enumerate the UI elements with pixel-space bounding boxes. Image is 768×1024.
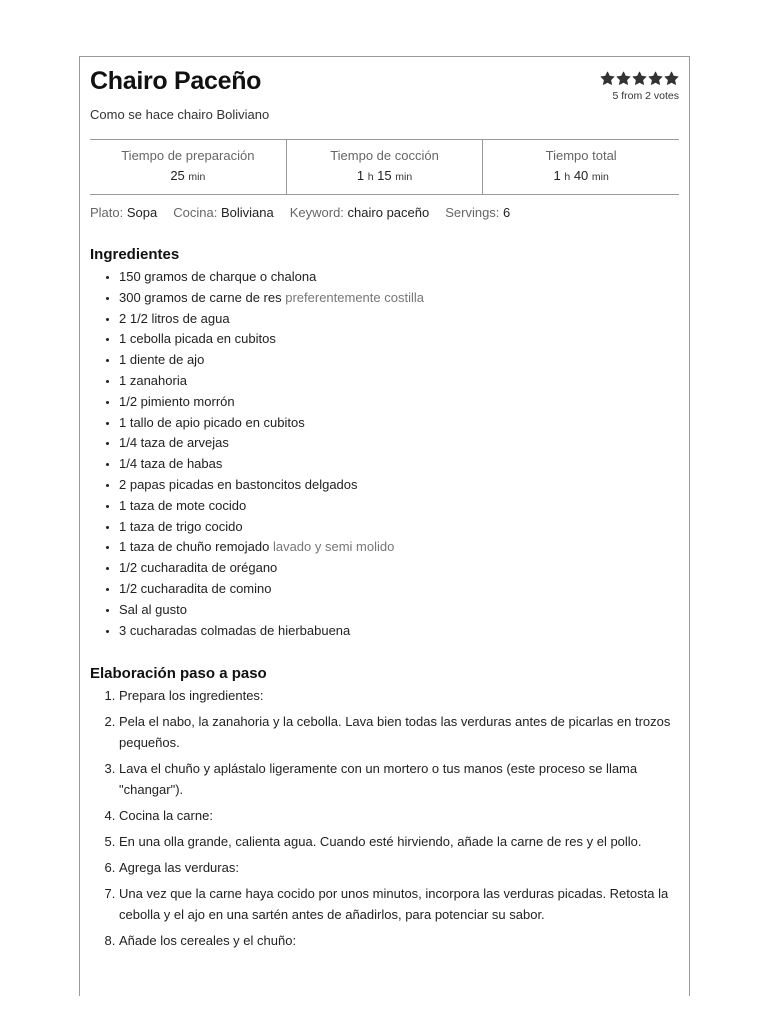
ingredient-text: Sal al gusto	[119, 601, 187, 617]
time-unit: min	[395, 171, 413, 183]
meta-value: Sopa	[126, 205, 158, 220]
time-number: 1	[553, 168, 561, 183]
rating-stars[interactable]	[600, 71, 679, 86]
ingredient-item	[119, 558, 699, 579]
time-column	[482, 140, 679, 194]
ingredient-note: lavado y semi molido	[272, 539, 395, 555]
time-label: Tiempo de preparación	[121, 148, 255, 163]
time-number: 25	[170, 168, 185, 183]
star-icon[interactable]	[632, 71, 647, 86]
step-item: 8. Añade los cereales y el chuño:	[119, 930, 699, 951]
ingredient-item	[119, 496, 699, 517]
meta-item	[290, 205, 430, 220]
ingredient-item	[119, 433, 699, 454]
time-label: Tiempo de cocción	[330, 148, 439, 163]
ingredient-item	[119, 267, 699, 288]
ingredient-item	[119, 621, 699, 642]
ingredient-item	[119, 309, 699, 330]
ingredient-text: 300 gramos de carne de res	[119, 289, 282, 305]
time-unit: h	[367, 171, 374, 183]
step-item: 7. Una vez que la carne haya cocido por unos minutos, incorpora las verduras picadas. Retosta la cebolla y el ajo en una sartén antes de añadirlos, para potenciar su sabor.	[119, 883, 699, 925]
ingredient-text: 1 zanahoria	[119, 372, 187, 388]
steps-list	[90, 685, 699, 956]
ingredient-text: 1/4 taza de arvejas	[119, 435, 229, 451]
star-icon[interactable]	[648, 71, 663, 86]
step-item: 3. Lava el chuño y aplástalo ligeramente con un mortero o tus manos (este proceso se llama "changar").	[119, 758, 699, 800]
step-item: 5. En una olla grande, calienta agua. Cuando esté hirviendo, añade la carne de res y el pollo.	[119, 831, 699, 852]
time-number: 40	[573, 168, 589, 183]
step-item: 4. Cocina la carne:	[119, 805, 699, 826]
recipe-title: Chairo Paceño	[90, 67, 262, 95]
ingredient-text: 1/2 pimiento morrón	[119, 393, 235, 409]
step-item: 6. Agrega las verduras:	[119, 857, 699, 878]
ingredient-item	[119, 579, 699, 600]
ingredient-item	[119, 475, 699, 496]
meta-key: Cocina:	[173, 205, 218, 220]
ingredient-text: 1 tallo de apio picado en cubitos	[119, 414, 305, 430]
ingredient-text: 1 taza de trigo cocido	[119, 518, 243, 534]
meta-value: 6	[503, 205, 511, 220]
time-value	[483, 168, 679, 183]
time-label: Tiempo total	[545, 148, 617, 163]
time-number: 15	[377, 168, 392, 183]
meta-key: Plato:	[90, 205, 124, 220]
ingredients-list	[90, 267, 699, 641]
steps-heading: Elaboración paso a paso	[90, 665, 267, 682]
ingredient-text: 1/2 cucharadita de comino	[119, 580, 272, 596]
rating	[600, 71, 679, 102]
meta-key: Keyword:	[289, 205, 344, 220]
step-item: 2. Pela el nabo, la zanahoria y la cebolla. Lava bien todas las verduras antes de picarlas en trozos pequeños.	[119, 711, 699, 753]
ingredient-item	[119, 537, 699, 558]
ingredient-item	[119, 454, 699, 475]
time-number: 1	[356, 168, 365, 183]
ingredient-text: 2 1/2 litros de agua	[119, 310, 230, 326]
recipe-card	[79, 56, 690, 996]
ingredient-text: 3 cucharadas colmadas de hierbabuena	[119, 622, 351, 638]
star-icon[interactable]	[616, 71, 631, 86]
meta-value: chairo paceño	[347, 205, 430, 220]
time-unit: min	[188, 171, 206, 183]
ingredient-text: 2 papas picadas en bastoncitos delgados	[119, 476, 358, 492]
recipe-meta	[90, 205, 510, 220]
ingredient-item	[119, 350, 699, 371]
ingredient-item	[119, 371, 699, 392]
recipe-subtitle: Como se hace chairo Boliviano	[90, 107, 270, 122]
ingredient-item	[119, 288, 699, 309]
ingredient-item	[119, 413, 699, 434]
time-column	[90, 140, 286, 194]
time-value	[287, 168, 483, 183]
meta-key: Servings:	[445, 205, 500, 220]
meta-item	[445, 205, 510, 220]
ingredient-item	[119, 517, 699, 538]
time-unit: min	[591, 171, 609, 183]
ingredient-text: 1 cebolla picada en cubitos	[119, 331, 276, 347]
ingredient-item	[119, 392, 699, 413]
time-column	[286, 140, 483, 194]
time-value	[90, 168, 286, 183]
ingredient-text: 1 taza de mote cocido	[119, 497, 247, 513]
step-item: 1. Prepara los ingredientes:	[119, 685, 699, 706]
ingredients-heading: Ingredientes	[90, 246, 180, 263]
star-icon[interactable]	[600, 71, 615, 86]
ingredient-text: 1 diente de ajo	[119, 352, 205, 368]
meta-item	[173, 205, 273, 220]
ingredient-text: 150 gramos de charque o chalona	[119, 269, 317, 284]
star-icon[interactable]	[664, 71, 679, 86]
ingredient-note: preferentemente costilla	[285, 289, 424, 305]
time-unit: h	[564, 171, 571, 183]
ingredient-text: 1/4 taza de habas	[119, 456, 223, 472]
ingredient-item	[119, 600, 699, 621]
ingredient-text: 1 taza de chuño remojado	[119, 539, 270, 555]
meta-value: Boliviana	[220, 205, 274, 220]
ingredient-item	[119, 329, 699, 350]
ingredient-text: 1/2 cucharadita de orégano	[119, 560, 278, 576]
votes-count: 5 from 2 votes	[612, 90, 679, 102]
meta-item	[90, 205, 157, 220]
times-table	[90, 139, 679, 195]
